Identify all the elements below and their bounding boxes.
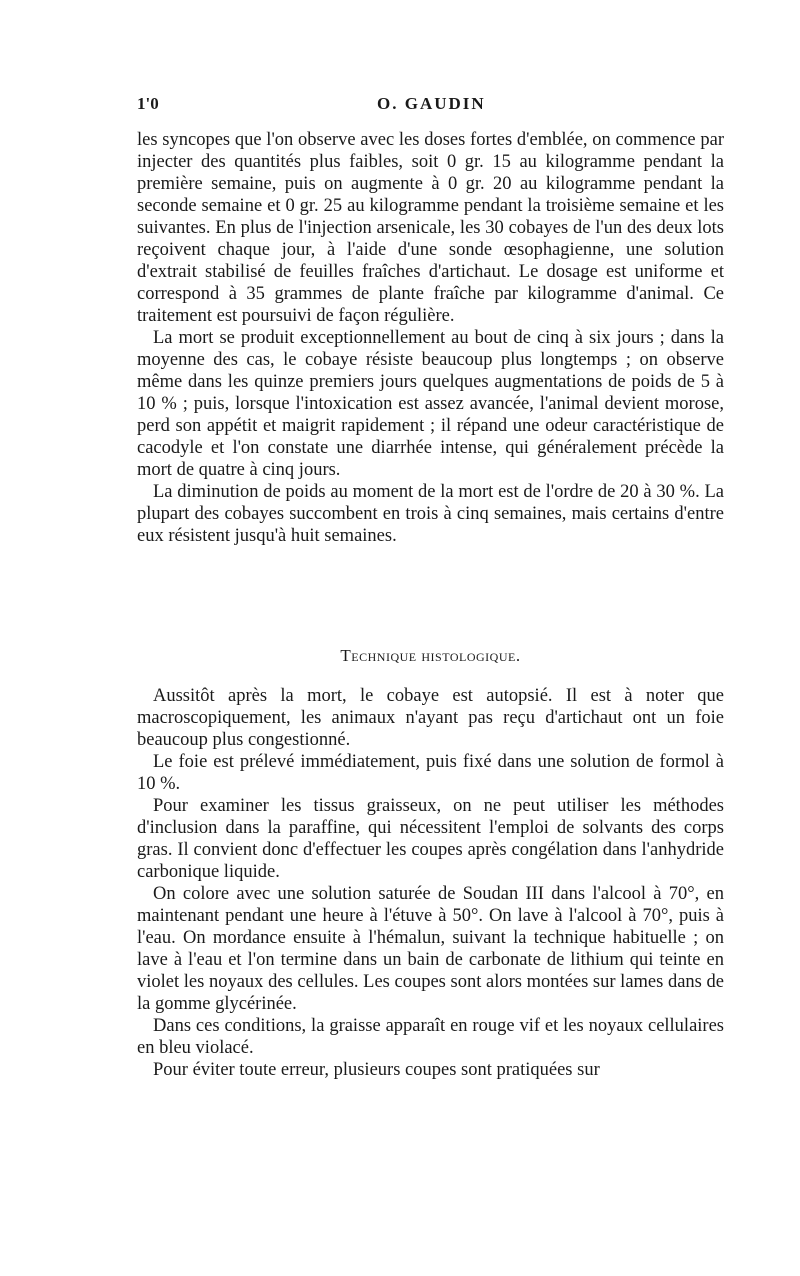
paragraph: Dans ces conditions, la graisse apparaît en rouge vif et les noyaux cellulaires en bleu violacé. (137, 1016, 724, 1058)
body-text-top (137, 129, 724, 547)
paragraph: Pour éviter toute erreur, plusieurs coupes sont pratiquées sur (153, 1060, 600, 1080)
paragraph: Le foie est prélevé immédiatement, puis fixé dans une solution de formol à 10 %. (137, 752, 724, 794)
paragraph: les syncopes que l'on observe avec les doses fortes d'emblée, on commence par injecter des quantités plus faibles, soit 0 gr. 15 au kilogramme pendant la première semaine, puis on augmente à 0 gr. 20 au kilogramme pendant la seconde semaine et 0 gr. 25 au kilogramme pendant la troisième semaine et les suivantes. En plus de l'injection arsenicale, les 30 cobayes de l'un des deux lots reçoivent chaque jour, à l'aide d'une sonde œsophagienne, une solution d'extrait stabilisé de feuilles fraîches d'artichaut. Le dosage est uniforme et correspond à 35 grammes de plante fraîche par kilogramme d'animal. Ce traitement est poursuivi de façon régulière. (137, 130, 724, 326)
body-text-bottom (137, 685, 724, 1081)
page-header (137, 94, 717, 120)
section-heading: Technique histologique. (340, 646, 521, 665)
paragraph: Pour examiner les tissus graisseux, on ne peut utiliser les méthodes d'inclusion dans la paraffine, qui nécessitent l'emploi de solvants des corps gras. Il convient donc d'effectuer les coupes après congélation dans l'anhydride carbonique liquide. (137, 796, 724, 882)
running-head: O. GAUDIN (377, 94, 486, 113)
paragraph: Aussitôt après la mort, le cobaye est autopsié. Il est à noter que macroscopiquement, les animaux n'ayant pas reçu d'artichaut ont un foie beaucoup plus congestionné. (137, 686, 724, 750)
page-number: 1'0 (137, 94, 159, 113)
paragraph: La diminution de poids au moment de la mort est de l'ordre de 20 à 30 %. La plupart des cobayes succombent en trois à cinq semaines, mais certains d'entre eux résistent jusqu'à huit semaines. (137, 482, 724, 546)
paragraph: On colore avec une solution saturée de Soudan III dans l'alcool à 70°, en maintenant pendant une heure à l'étuve à 50°. On lave à l'alcool à 70°, puis à l'eau. On mordance ensuite à l'hémalun, suivant la technique habituelle ; on lave à l'eau et l'on termine dans un bain de carbonate de lithium qui teinte en violet les noyaux des cellules. Les coupes sont alors montées sur lames dans de la gomme glycérinée. (137, 884, 724, 1014)
paragraph: La mort se produit exceptionnellement au bout de cinq à six jours ; dans la moyenne des cas, le cobaye résiste beaucoup plus longtemps ; on observe même dans les quinze premiers jours quelques augmentations de poids de 5 à 10 % ; puis, lorsque l'intoxication est assez avancée, l'animal devient morose, perd son appétit et maigrit rapidement ; il répand une odeur caractéristique de cacodyle et l'on constate une diarrhée intense, qui généralement précède la mort de quatre à cinq jours. (137, 328, 724, 480)
